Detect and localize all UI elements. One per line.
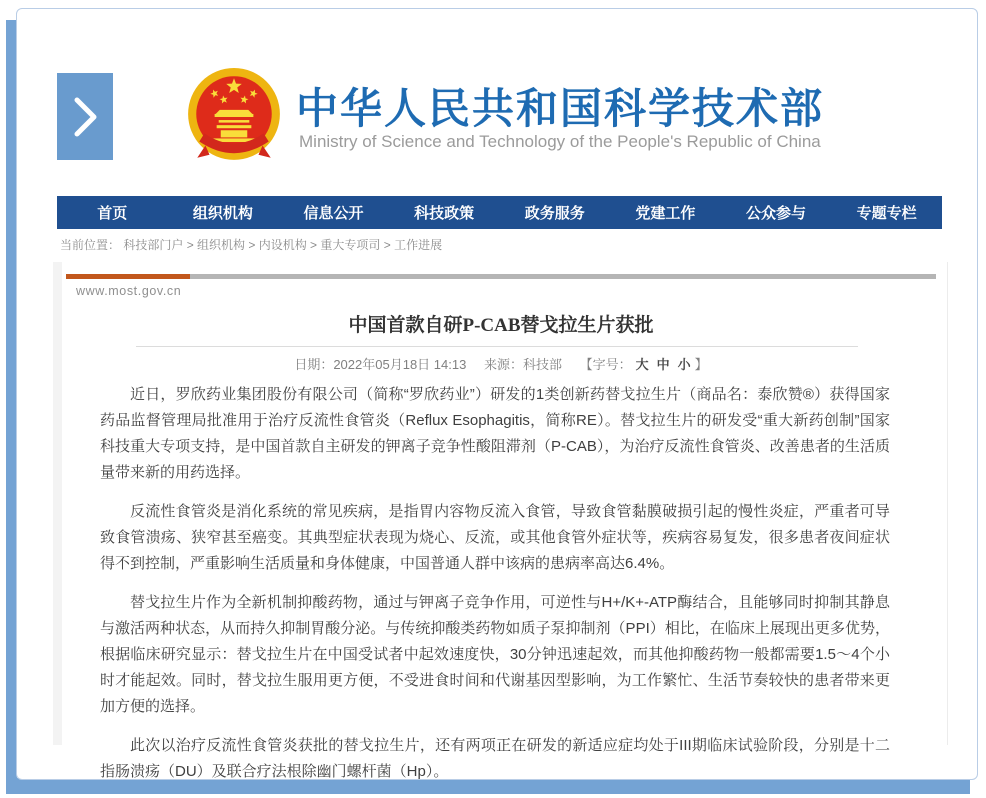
nav-item-public-participation[interactable]: 公众参与	[746, 205, 807, 222]
breadcrumb-path[interactable]: 科技部门户 > 组织机构 > 内设机构 > 重大专项司 > 工作进展	[123, 238, 443, 252]
article-paragraph: 反流性食管炎是消化系统的常见疾病，是指胃内容物反流入食管，导致食管黏膜破损引起的慢性炎症，严重者可导致食管溃疡、狭窄甚至癌变。其典型症状表现为烧心、反流，或其他食管外症状等，疾病容易复发，很多患者夜间症状得不到控制，严重影响生活质量和身体健康，中国普通人群中该病的患病率高达6.4%。	[100, 503, 890, 572]
site-logo[interactable]	[183, 66, 285, 168]
divider-accent-orange	[66, 274, 190, 279]
breadcrumb	[60, 236, 442, 253]
nav-item-sci-policy[interactable]: 科技政策	[414, 205, 475, 222]
site-title: 中华人民共和国科学技术部	[296, 85, 825, 132]
nav-item-home[interactable]: 首页	[97, 205, 128, 222]
fontsize-large-button[interactable]: 大	[635, 357, 649, 372]
article-title: 中国首款自研P-CAB替戈拉生片获批	[348, 315, 654, 336]
site-url-label: www.most.gov.cn	[76, 284, 182, 298]
article-date: 日期：2022年05月18日 14:13	[294, 357, 467, 372]
nav-item-special-topics[interactable]: 专题专栏	[856, 205, 917, 222]
article-paragraph: 替戈拉生片作为全新机制抑酸药物，通过与钾离子竞争作用，可逆性与H+/K+-ATP酶结合，且能够同时抑制其静息与激活两种状态，从而持久抑制胃酸分泌。与传统抑酸类药物如质子泵抑制剂（PPI）相比，在临床上展现出更多优势，根据临床研究显示：替戈拉生片在中国受试者中起效速度快，30分钟迅速起效，而其他抑酸药物一般都需要1.5～4个小时才能起效。同时，替戈拉生服用更方便，不受进食时间和代谢基因型影响，为工作繁忙、生活节奏较快的患者带来更加方便的选择。	[100, 594, 890, 715]
sidebar-toggle-button[interactable]	[57, 73, 113, 160]
nav-item-organization[interactable]: 组织机构	[192, 205, 253, 222]
nav-item-gov-services[interactable]: 政务服务	[524, 205, 585, 222]
breadcrumb-label: 当前位置：	[60, 238, 121, 252]
chevron-right-icon	[68, 92, 102, 142]
main-nav	[57, 196, 942, 229]
article-paragraph: 此次以治疗反流性食管炎获批的替戈拉生片，还有两项正在研发的新适应症均处于III期临床试验阶段，分别是十二指肠溃疡（DU）及联合疗法根除幽门螺杆菌（Hp）。	[100, 737, 890, 780]
site-subtitle: Ministry of Science and Technology of the People's Republic of China	[299, 132, 821, 151]
article-body	[100, 382, 890, 798]
fontsize-label-open: 【字号：	[579, 357, 632, 372]
china-national-emblem-icon	[183, 66, 285, 168]
title-divider	[136, 346, 858, 347]
article-meta	[66, 354, 936, 373]
divider-accent-gray	[190, 274, 936, 279]
article-paragraph: 近日，罗欣药业集团股份有限公司（简称“罗欣药业”）研发的1类创新药替戈拉生片（商品名：泰欣赞®）获得国家药品监督管理局批准用于治疗反流性食管炎（Reflux Esophagitis，简称RE）。替戈拉生片的研发受“重大新药创制”国家科技重大专项支持，是中国首款自主研发的钾离子竞争性酸阻滞剂（P-CAB），为治疗反流性食管炎、改善患者的生活质量带来新的用药选择。	[100, 386, 890, 481]
fontsize-medium-button[interactable]: 中	[656, 357, 670, 372]
fontsize-label-close: 】	[694, 357, 708, 372]
article-source: 来源：科技部	[483, 357, 562, 372]
nav-item-info-disclosure[interactable]: 信息公开	[303, 205, 364, 222]
nav-item-party-building[interactable]: 党建工作	[635, 205, 696, 222]
fontsize-small-button[interactable]: 小	[677, 357, 691, 372]
